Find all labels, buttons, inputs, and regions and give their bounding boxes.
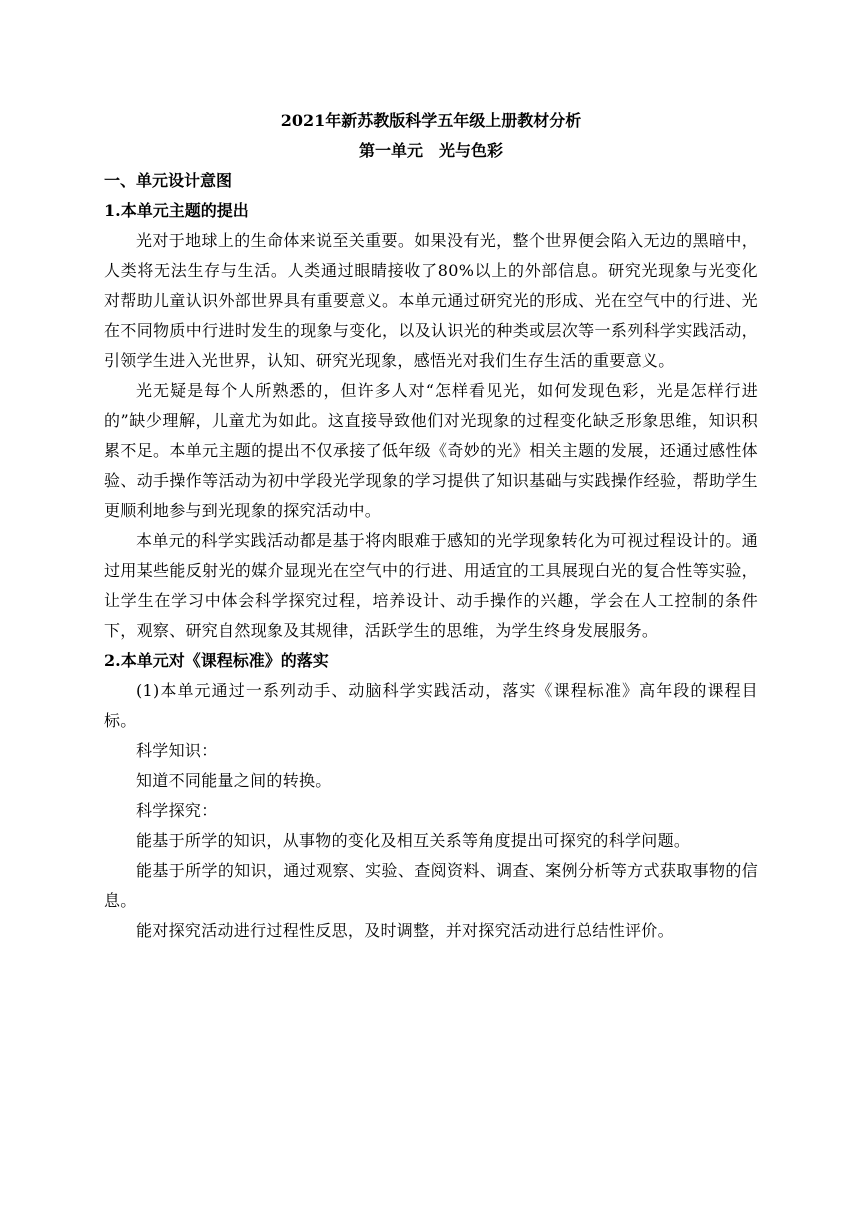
subheading-theme: 1.本单元主题的提出 — [104, 201, 249, 220]
paragraph-10: 能对探究活动进行过程性反思，及时调整，并对探究活动进行总结性评价。 — [136, 921, 674, 940]
paragraph-9: 能基于所学的知识，通过观察、实验、查阅资料、调查、案例分析等方式获取事物的信息。 — [104, 861, 758, 910]
section-heading-design-intent: 一、单元设计意图 — [104, 171, 233, 190]
paragraph-7: 科学探究： — [136, 801, 218, 820]
paragraph-6: 知道不同能量之间的转换。 — [136, 771, 332, 790]
unit-title: 第一单元 光与色彩 — [358, 141, 503, 160]
paragraph-1: 光对于地球上的生命体来说至关重要。如果没有光，整个世界便会陷入无边的黑暗中，人类将无法生存与生活。人类通过眼睛接收了80%以上的外部信息。研究光现象与光变化对帮助儿童认识外部世界具有重要意义。本单元通过研究光的形成、光在空气中的行进、光在不同物质中行进时发生的现象与变化，以及认识光的种类或层次等一系列科学实践活动，引领学生进入光世界，认知、研究光现象，感悟光对我们生存生活的重要意义。 — [104, 231, 758, 370]
paragraph-2: 光无疑是每个人所熟悉的，但许多人对“怎样看见光，如何发现色彩，光是怎样行进的”缺少理解，儿童尤为如此。这直接导致他们对光现象的过程变化缺乏形象思维，知识积累不足。本单元主题的提出不仅承接了低年级《奇妙的光》相关主题的发展，还通过感性体验、动手操作等活动为初中学段光学现象的学习提供了知识基础与实践操作经验，帮助学生更顺利地参与到光现象的探究活动中。 — [104, 381, 758, 520]
paragraph-4: (1)本单元通过一系列动手、动脑科学实践活动，落实《课程标准》高年段的课程目标。 — [104, 681, 758, 730]
paragraph-8: 能基于所学的知识，从事物的变化及相互关系等角度提出可探究的科学问题。 — [136, 831, 691, 850]
document-title: 2021年新苏教版科学五年级上册教材分析 — [280, 111, 582, 130]
subheading-curriculum: 2.本单元对《课程标准》的落实 — [104, 651, 329, 670]
document-content — [104, 106, 758, 946]
paragraph-3: 本单元的科学实践活动都是基于将肉眼难于感知的光学现象转化为可视过程设计的。通过用某些能反射光的媒介显现光在空气中的行进、用适宜的工具展现白光的复合性等实验，让学生在学习中体会科学探究过程，培养设计、动手操作的兴趣，学会在人工控制的条件下，观察、研究自然现象及其规律，活跃学生的思维，为学生终身发展服务。 — [104, 531, 758, 640]
paragraph-5: 科学知识： — [136, 741, 218, 760]
